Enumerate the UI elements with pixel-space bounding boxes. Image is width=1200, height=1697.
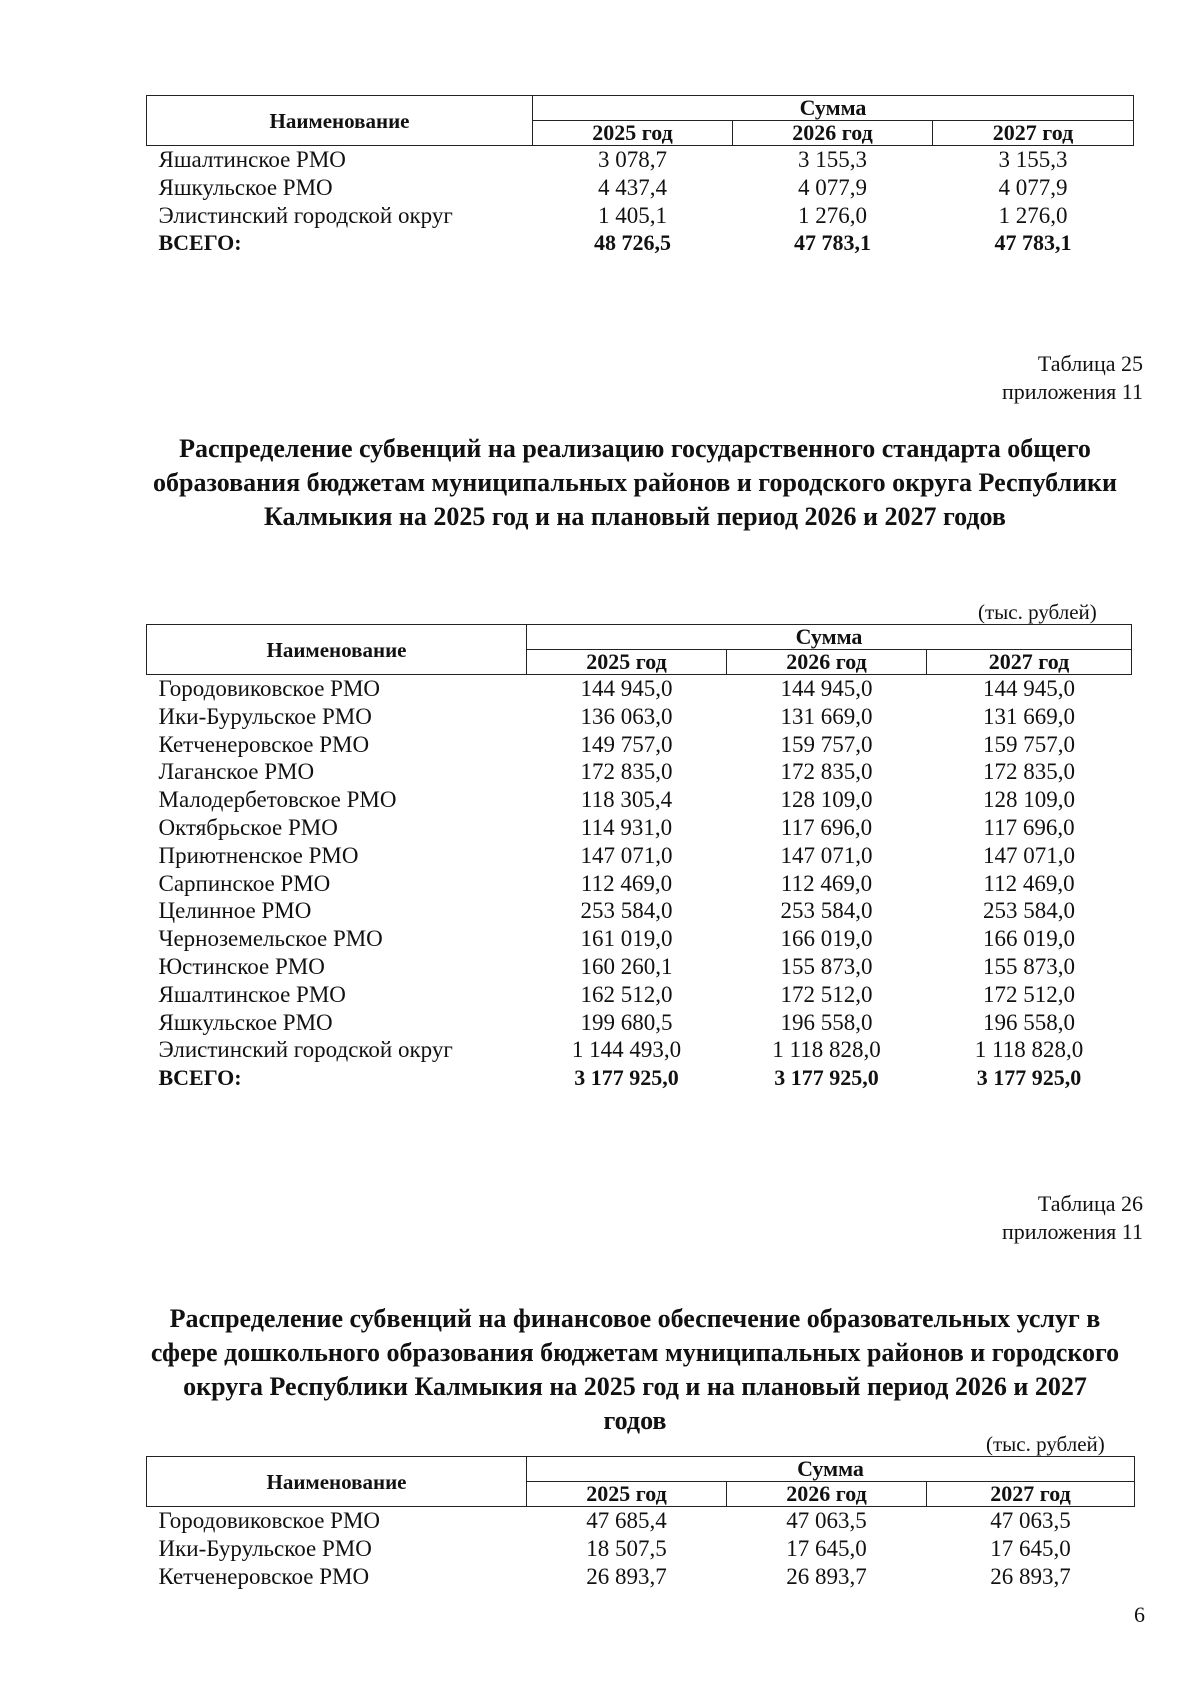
name-cell: Яшкульское РМО bbox=[158, 1009, 333, 1035]
value-2027-cell: 172 512,0 bbox=[983, 981, 1075, 1007]
col-header-sum: Сумма bbox=[533, 96, 1134, 121]
value-2026-cell: 4 077,9 bbox=[798, 174, 867, 200]
table-row bbox=[147, 897, 1132, 925]
total-row bbox=[147, 229, 1134, 257]
value-2027-cell: 128 109,0 bbox=[983, 787, 1075, 813]
value-2027-cell: 17 645,0 bbox=[990, 1535, 1071, 1561]
value-2025-cell: 149 757,0 bbox=[580, 731, 673, 757]
table-row bbox=[147, 146, 1134, 174]
value-2027-cell: 159 757,0 bbox=[983, 731, 1075, 757]
value-2025-cell: 118 305,4 bbox=[580, 787, 673, 813]
name-cell: Октябрьское РМО bbox=[158, 814, 338, 840]
table-row bbox=[147, 174, 1134, 202]
col-header-2027: 2027 год bbox=[933, 121, 1134, 146]
table-row bbox=[147, 1535, 1135, 1563]
name-cell: Целинное РМО bbox=[158, 898, 312, 924]
value-2025-cell: 47 685,4 bbox=[586, 1508, 667, 1533]
value-2025-cell: 172 835,0 bbox=[580, 759, 673, 785]
value-2027-cell: 131 669,0 bbox=[983, 703, 1075, 729]
table-25 bbox=[146, 624, 1132, 1092]
value-2027-cell: 47 063,5 bbox=[990, 1508, 1071, 1533]
table-row bbox=[147, 202, 1134, 230]
value-2025-cell: 160 260,1 bbox=[580, 953, 673, 979]
value-2025-cell: 18 507,5 bbox=[586, 1535, 667, 1561]
name-cell: Юстинское РМО bbox=[158, 953, 325, 979]
name-cell: ВСЕГО: bbox=[158, 1065, 242, 1091]
name-cell: Малодербетовское РМО bbox=[158, 787, 397, 813]
table-26 bbox=[146, 1456, 1135, 1590]
name-cell: Ики-Бурульское РМО bbox=[158, 1535, 372, 1561]
name-cell: Городовиковское РМО bbox=[158, 1508, 381, 1533]
col-header-name: Наименование bbox=[147, 1457, 527, 1507]
value-2026-cell: 128 109,0 bbox=[780, 787, 873, 813]
table-row bbox=[147, 981, 1132, 1009]
value-2025-cell: 112 469,0 bbox=[580, 870, 673, 896]
table-label: Таблица 26 bbox=[1037, 1191, 1143, 1216]
table-row bbox=[147, 1009, 1132, 1037]
table-label: Таблица 25 bbox=[1037, 351, 1143, 376]
value-2027-cell: 253 584,0 bbox=[983, 898, 1075, 924]
col-header-2026: 2026 год bbox=[727, 1482, 927, 1507]
value-2025-cell: 114 931,0 bbox=[580, 814, 673, 840]
section-title: Распределение субвенций на финансовое обеспечение образовательных услуг в сфере дошкольного образования бюджетам муниципальных районов и городского округа Республики Калмыкия на 2025 год и на плановый период 2026 и 2027 годов bbox=[150, 1304, 1120, 1435]
col-header-2026: 2026 год bbox=[733, 121, 933, 146]
value-2027-cell: 26 893,7 bbox=[990, 1563, 1071, 1589]
value-2027-cell: 4 077,9 bbox=[998, 174, 1068, 200]
table-row bbox=[147, 1036, 1132, 1064]
appendix-label: приложения 11 bbox=[1001, 1219, 1143, 1244]
value-2025-cell: 162 512,0 bbox=[580, 981, 673, 1007]
value-2026-cell: 47 063,5 bbox=[786, 1508, 867, 1533]
value-2025-cell: 3 177 925,0 bbox=[574, 1065, 679, 1091]
value-2026-cell: 172 512,0 bbox=[780, 981, 873, 1007]
name-cell: Ики-Бурульское РМО bbox=[158, 703, 372, 729]
value-2026-cell: 147 071,0 bbox=[780, 842, 873, 868]
table-continuation bbox=[146, 95, 1134, 257]
value-2025-cell: 1 405,1 bbox=[598, 202, 667, 228]
value-2027-cell: 117 696,0 bbox=[983, 814, 1075, 840]
name-cell: Элистинский городской округ bbox=[158, 202, 453, 228]
col-header-sum: Сумма bbox=[527, 1457, 1135, 1482]
value-2027-cell: 3 177 925,0 bbox=[976, 1065, 1082, 1091]
col-header-2027: 2027 год bbox=[927, 650, 1132, 675]
value-2025-cell: 136 063,0 bbox=[580, 703, 673, 729]
col-header-name: Наименование bbox=[147, 625, 527, 675]
col-header-2025: 2025 год bbox=[527, 1482, 727, 1507]
name-cell: Яшалтинское РМО bbox=[158, 147, 346, 172]
section-title: Распределение субвенций на реализацию государственного стандарта общего образования бюджетам муниципальных районов и городского округа Республики Калмыкия на 2025 год и на плановый период 2026 и 2027 годов bbox=[152, 434, 1118, 531]
value-2027-cell: 155 873,0 bbox=[983, 953, 1075, 979]
value-2026-cell: 155 873,0 bbox=[780, 953, 873, 979]
value-2026-cell: 47 783,1 bbox=[794, 230, 871, 256]
col-header-2026: 2026 год bbox=[727, 650, 927, 675]
total-row bbox=[147, 1064, 1132, 1092]
value-2025-cell: 4 437,4 bbox=[598, 174, 667, 200]
table-row bbox=[147, 786, 1132, 814]
value-2026-cell: 253 584,0 bbox=[780, 898, 873, 924]
value-2027-cell: 166 019,0 bbox=[983, 926, 1075, 952]
name-cell: Яшкульское РМО bbox=[158, 174, 333, 200]
table-row bbox=[147, 870, 1132, 898]
name-cell: Лаганское РМО bbox=[158, 759, 315, 785]
value-2026-cell: 196 558,0 bbox=[780, 1009, 873, 1035]
value-2025-cell: 161 019,0 bbox=[580, 926, 673, 952]
name-cell: ВСЕГО: bbox=[158, 230, 242, 256]
value-2027-cell: 1 276,0 bbox=[998, 202, 1068, 228]
value-2026-cell: 3 177 925,0 bbox=[774, 1065, 879, 1091]
table-row bbox=[147, 925, 1132, 953]
units-label: (тыс. рублей) bbox=[986, 1432, 1105, 1456]
value-2025-cell: 253 584,0 bbox=[580, 898, 673, 924]
value-2026-cell: 17 645,0 bbox=[786, 1535, 867, 1561]
value-2025-cell: 144 945,0 bbox=[580, 676, 673, 701]
value-2026-cell: 131 669,0 bbox=[780, 703, 873, 729]
value-2027-cell: 47 783,1 bbox=[994, 230, 1072, 256]
table-row bbox=[147, 1507, 1135, 1535]
table-row bbox=[147, 842, 1132, 870]
name-cell: Яшалтинское РМО bbox=[158, 981, 346, 1007]
col-header-2027: 2027 год bbox=[927, 1482, 1135, 1507]
units-label: (тыс. рублей) bbox=[978, 600, 1097, 624]
value-2027-cell: 172 835,0 bbox=[983, 759, 1075, 785]
table-row bbox=[147, 814, 1132, 842]
name-cell: Черноземельское РМО bbox=[158, 926, 383, 952]
col-header-2025: 2025 год bbox=[533, 121, 733, 146]
col-header-2025: 2025 год bbox=[527, 650, 727, 675]
value-2027-cell: 3 155,3 bbox=[998, 147, 1068, 172]
value-2027-cell: 147 071,0 bbox=[983, 842, 1075, 868]
table-row bbox=[147, 675, 1132, 703]
value-2026-cell: 3 155,3 bbox=[798, 147, 867, 172]
value-2025-cell: 3 078,7 bbox=[598, 147, 667, 172]
value-2026-cell: 172 835,0 bbox=[780, 759, 873, 785]
value-2027-cell: 1 118 828,0 bbox=[974, 1037, 1084, 1063]
value-2026-cell: 26 893,7 bbox=[786, 1563, 867, 1589]
value-2026-cell: 112 469,0 bbox=[780, 870, 873, 896]
name-cell: Кетченеровское РМО bbox=[158, 731, 370, 757]
appendix-label: приложения 11 bbox=[1001, 379, 1143, 404]
value-2025-cell: 199 680,5 bbox=[580, 1009, 673, 1035]
value-2026-cell: 166 019,0 bbox=[780, 926, 873, 952]
table-row bbox=[147, 703, 1132, 731]
value-2026-cell: 144 945,0 bbox=[780, 676, 873, 701]
name-cell: Кетченеровское РМО bbox=[158, 1563, 370, 1589]
table-row bbox=[147, 1563, 1135, 1591]
value-2025-cell: 26 893,7 bbox=[586, 1563, 667, 1589]
value-2027-cell: 196 558,0 bbox=[983, 1009, 1075, 1035]
col-header-sum: Сумма bbox=[527, 625, 1132, 650]
table-row bbox=[147, 758, 1132, 786]
page-number: 6 bbox=[1134, 1602, 1145, 1627]
table-row bbox=[147, 953, 1132, 981]
col-header-name: Наименование bbox=[147, 96, 533, 146]
value-2026-cell: 1 276,0 bbox=[798, 202, 867, 228]
value-2025-cell: 48 726,5 bbox=[594, 230, 671, 256]
value-2027-cell: 112 469,0 bbox=[983, 870, 1075, 896]
name-cell: Элистинский городской округ bbox=[158, 1037, 453, 1063]
value-2026-cell: 159 757,0 bbox=[780, 731, 873, 757]
name-cell: Приютненское РМО bbox=[158, 842, 359, 868]
value-2025-cell: 1 144 493,0 bbox=[571, 1037, 682, 1063]
name-cell: Сарпинское РМО bbox=[158, 870, 331, 896]
value-2025-cell: 147 071,0 bbox=[580, 842, 673, 868]
name-cell: Городовиковское РМО bbox=[158, 676, 381, 701]
value-2027-cell: 144 945,0 bbox=[983, 676, 1075, 701]
table-row bbox=[147, 731, 1132, 759]
value-2026-cell: 117 696,0 bbox=[780, 814, 873, 840]
value-2026-cell: 1 118 828,0 bbox=[772, 1037, 881, 1063]
